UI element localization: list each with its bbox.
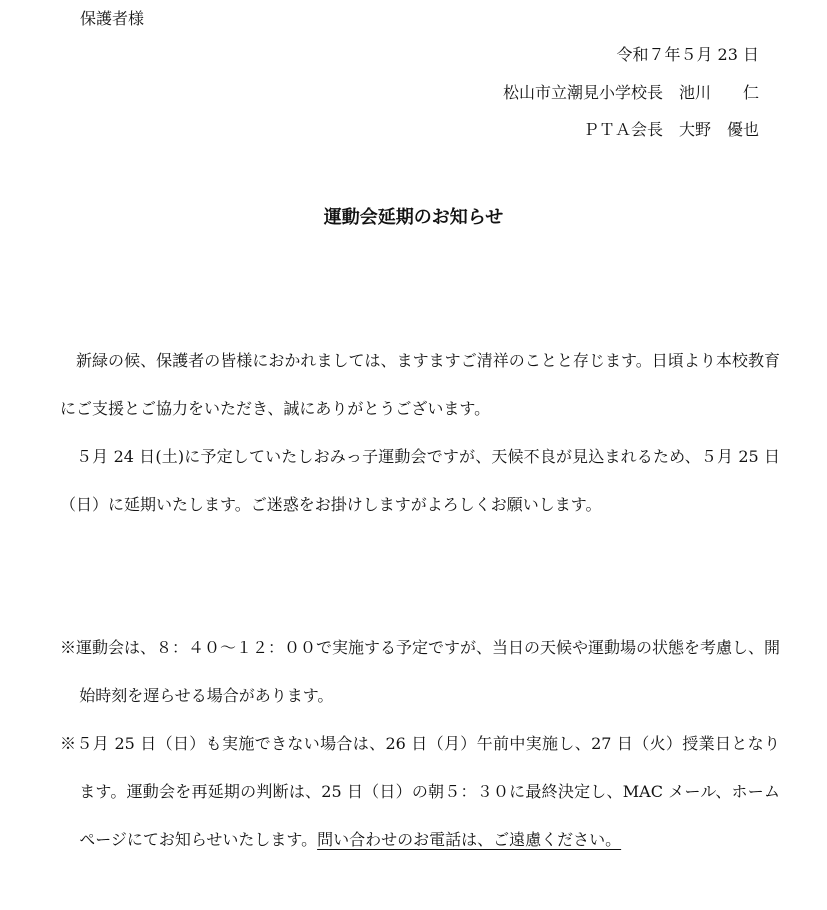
document-title: 運動会延期のお知らせ bbox=[323, 207, 504, 228]
note-contingency bbox=[60, 720, 780, 864]
note-no-phone-calls: 問い合わせのお電話は、ご遠慮ください。 bbox=[317, 830, 622, 849]
body-paragraph-postponement: ５月 24 日(土)に予定していたしおみっ子運動会ですが、天候不良が見込まれるため、５月 25 日（日）に延期いたします。ご迷惑をお掛けしますがよろしくお願いします。 bbox=[60, 447, 780, 514]
addressee: 保護者様 bbox=[80, 9, 145, 28]
body-paragraph-greeting: 新緑の候、保護者の皆様におかれましては、ますますご清祥のことと存じます。日頃より本校教育にご支援とご協力をいただき、誠にありがとうございます。 bbox=[60, 351, 780, 418]
sender-pta: ＰＴＡ会長 大野 優也 bbox=[582, 120, 759, 139]
document-date: 令和７年５月 23 日 bbox=[616, 45, 759, 64]
note-start-time: ※運動会は、８：４０～１２：００で実施する予定ですが、当日の天候や運動場の状態を考慮し、開始時刻を遅らせる場合があります。 bbox=[60, 638, 781, 705]
note-contingency-text: ※５月 25 日（日）も実施できない場合は、26 日（月）午前中実施し、27 日（火）授業日となります。運動会を再延期の判断は、25 日（日）の朝５：３０に最終決定し、MAC メール、ホームページにてお知らせいたします。 bbox=[60, 734, 780, 849]
sender-principal: 松山市立潮見小学校長 池川 仁 bbox=[502, 83, 759, 102]
